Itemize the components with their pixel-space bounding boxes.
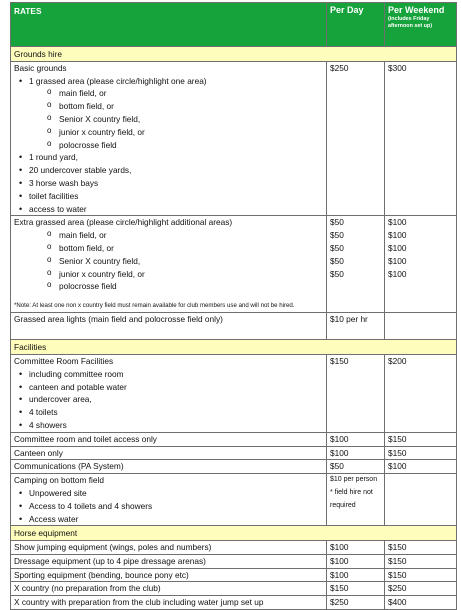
grassed-lights-label: Grassed area lights (main field and polocrosse field only)	[11, 313, 327, 340]
header-per-weekend-note: (includes Friday afternoon set up)	[388, 15, 433, 29]
list-item: o junior x country field, or	[14, 268, 324, 281]
extra-grassed-note: *Note: At least one non x country field must remain available for club members use and will not be hired.	[14, 302, 295, 310]
list-item: • 4 toilets	[14, 406, 324, 419]
basic-grounds-day-price: $250	[327, 61, 385, 216]
camping-day-note: * field hire not required	[330, 488, 373, 509]
extra-grassed-row	[11, 216, 457, 313]
rates-table	[10, 2, 457, 610]
header-per-weekend	[385, 3, 457, 47]
price-value: $50	[330, 255, 344, 266]
list-item: • 1 grassed area (please circle/highlight one area)	[14, 75, 324, 88]
list-item: • Access water	[14, 513, 324, 526]
list-item: • Access to 4 toilets and 4 showers	[14, 500, 324, 513]
row-day-price: $100	[327, 568, 385, 582]
row-day-price: $150	[327, 582, 385, 596]
camping-weekend-price	[385, 474, 457, 526]
list-item: • Unpowered site	[14, 487, 324, 500]
camping-list	[14, 487, 324, 525]
row-label: X country with preparation from the club including water jump set up	[11, 596, 327, 610]
committee-room-cell	[11, 354, 327, 432]
table-row	[11, 432, 457, 446]
table-row	[11, 541, 457, 555]
list-item: o polocrosse field	[14, 139, 324, 152]
row-day-price: $250	[327, 596, 385, 610]
price-value: $100	[388, 268, 407, 279]
extra-grassed-weekend-prices	[385, 216, 457, 313]
row-weekend-price: $150	[385, 554, 457, 568]
list-item: o junior x country field, or	[14, 126, 324, 139]
section-row-horse-equipment	[11, 526, 457, 541]
list-item: • 4 showers	[14, 419, 324, 432]
row-weekend-price: $150	[385, 432, 457, 446]
list-item: • 3 horse wash bays	[14, 177, 324, 190]
price-value: $100	[388, 230, 407, 241]
basic-grounds-weekend-price: $300	[385, 61, 457, 216]
basic-grounds-title: Basic grounds	[14, 62, 67, 73]
list-item: o bottom field, or	[14, 100, 324, 113]
section-title-facilities: Facilities	[11, 340, 457, 355]
camping-day-price: $10 per person	[330, 476, 378, 484]
row-day-price: $100	[327, 554, 385, 568]
list-item: o Senior X country field,	[14, 113, 324, 126]
list-item: • undercover area,	[14, 393, 324, 406]
table-row	[11, 596, 457, 610]
extra-grassed-day-prices	[327, 216, 385, 313]
price-value: $100	[388, 242, 407, 253]
camping-row	[11, 474, 457, 526]
table-row	[11, 582, 457, 596]
row-label: Committee room and toilet access only	[11, 432, 327, 446]
row-weekend-price: $150	[385, 541, 457, 555]
section-row-grounds	[11, 47, 457, 62]
basic-grounds-list	[14, 75, 324, 216]
list-item: o Senior X country field,	[14, 255, 324, 268]
price-value: $50	[330, 230, 344, 241]
price-value: $100	[388, 217, 407, 228]
row-label: X country (no preparation from the club)	[11, 582, 327, 596]
table-row	[11, 554, 457, 568]
row-weekend-price: $100	[385, 460, 457, 474]
row-label: Dressage equipment (up to 4 pipe dressage arenas)	[11, 554, 327, 568]
section-title-horse-equipment: Horse equipment	[11, 526, 457, 541]
extra-grassed-title: Extra grassed area (please circle/highlight additional areas)	[14, 217, 233, 228]
list-item: • including committee room	[14, 368, 324, 381]
list-item: • toilet facilities	[14, 190, 324, 203]
grassed-lights-row	[11, 313, 457, 340]
grassed-lights-weekend-price	[385, 313, 457, 340]
row-label: Canteen only	[11, 446, 327, 460]
committee-room-weekend-price: $200	[385, 354, 457, 432]
grassed-lights-day-price: $10 per hr	[327, 313, 385, 340]
table-row	[11, 446, 457, 460]
header-rates: RATES	[11, 3, 327, 47]
camping-title: Camping on bottom field	[14, 475, 104, 486]
camping-day-price-cell	[327, 474, 385, 526]
committee-room-list	[14, 368, 324, 432]
camping-cell	[11, 474, 327, 526]
header-per-weekend-label: Per Weekend	[388, 5, 445, 15]
list-item: • access to water	[14, 203, 324, 216]
list-item: o main field, or	[14, 87, 324, 100]
committee-room-day-price: $150	[327, 354, 385, 432]
section-title-grounds: Grounds hire	[11, 47, 457, 62]
extra-grassed-list	[14, 229, 324, 293]
price-value: $50	[330, 268, 344, 279]
committee-room-row	[11, 354, 457, 432]
row-day-price: $50	[327, 460, 385, 474]
row-day-price: $100	[327, 541, 385, 555]
extra-grassed-cell	[11, 216, 327, 313]
row-label: Sporting equipment (bending, bounce pony etc)	[11, 568, 327, 582]
row-label: Communications (PA System)	[11, 460, 327, 474]
row-weekend-price: $150	[385, 568, 457, 582]
list-item: • 20 undercover stable yards,	[14, 164, 324, 177]
row-weekend-price: $400	[385, 596, 457, 610]
header-row	[11, 3, 457, 47]
row-day-price: $100	[327, 432, 385, 446]
price-value: $50	[330, 242, 344, 253]
list-item: o bottom field, or	[14, 242, 324, 255]
row-label: Show jumping equipment (wings, poles and numbers)	[11, 541, 327, 555]
row-day-price: $100	[327, 446, 385, 460]
committee-room-title: Committee Room Facilities	[14, 355, 114, 366]
list-item: • canteen and potable water	[14, 381, 324, 394]
row-weekend-price: $250	[385, 582, 457, 596]
section-row-facilities	[11, 340, 457, 355]
header-per-day: Per Day	[327, 3, 385, 47]
basic-grounds-row	[11, 61, 457, 216]
basic-grounds-cell	[11, 61, 327, 216]
list-item: o polocrosse field	[14, 280, 324, 293]
list-item: o main field, or	[14, 229, 324, 242]
price-value: $100	[388, 255, 407, 266]
table-row	[11, 460, 457, 474]
price-value: $50	[330, 217, 344, 228]
list-item: • 1 round yard,	[14, 151, 324, 164]
row-weekend-price: $150	[385, 446, 457, 460]
table-row	[11, 568, 457, 582]
